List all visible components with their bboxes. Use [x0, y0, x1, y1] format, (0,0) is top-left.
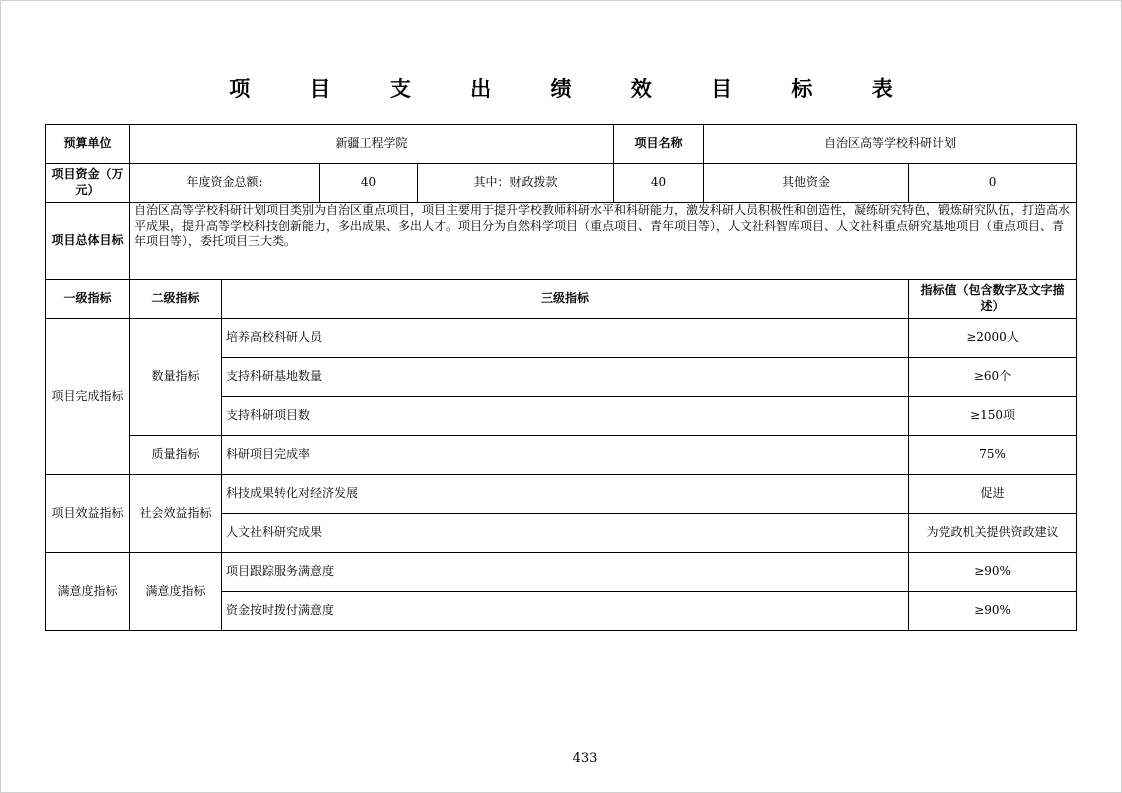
level2-header: 二级指标 [130, 280, 222, 319]
indicator-row [46, 475, 1077, 514]
level2-indicator: 社会效益指标 [130, 475, 222, 553]
budget-unit-row [46, 125, 1077, 164]
budget-unit-value: 新疆工程学院 [130, 125, 614, 164]
performance-target-table [45, 124, 1077, 631]
level2-indicator: 质量指标 [130, 436, 222, 475]
indicator-value: ≥150项 [909, 397, 1077, 436]
level2-indicator: 数量指标 [130, 319, 222, 436]
funding-label: 项目资金（万元） [46, 164, 130, 203]
indicator-value-header: 指标值（包含数字及文字描述） [909, 280, 1077, 319]
level2-indicator: 满意度指标 [130, 553, 222, 631]
level1-indicator: 项目效益指标 [46, 475, 130, 553]
fiscal-funding-label: 其中：财政拨款 [418, 164, 614, 203]
level3-indicator: 支持科研项目数 [222, 397, 909, 436]
overall-goal-text: 自治区高等学校科研计划项目类别为自治区重点项目，项目主要用于提升学校教师科研水平和科研能力，激发科研人员积极性和创造性，凝练研究特色，锻炼研究队伍，打造高水平成果，提升高等学校科技创新能力，多出成果、多出人才。项目分为自然科学项目（重点项目、青年项目等），人文社科智库项目、人文社科重点研究基地项目（重点项目、青年项目等），委托项目三大类。 [130, 203, 1077, 280]
level3-indicator: 资金按时拨付满意度 [222, 592, 909, 631]
other-funding-label: 其他资金 [704, 164, 909, 203]
fiscal-funding-value: 40 [614, 164, 704, 203]
project-name-label: 项目名称 [614, 125, 704, 164]
level3-indicator: 科技成果转化对经济发展 [222, 475, 909, 514]
funding-row [46, 164, 1077, 203]
indicator-value: ≥90% [909, 553, 1077, 592]
indicator-value: 为党政机关提供资政建议 [909, 514, 1077, 553]
page-title: 项 目 支 出 绩 效 目 标 表 [229, 77, 919, 101]
indicator-value: ≥60个 [909, 358, 1077, 397]
level1-indicator: 项目完成指标 [46, 319, 130, 475]
level3-indicator: 人文社科研究成果 [222, 514, 909, 553]
level1-header: 一级指标 [46, 280, 130, 319]
page-number: 433 [572, 751, 598, 766]
total-funding-label: 年度资金总额: [130, 164, 320, 203]
level3-header: 三级指标 [222, 280, 909, 319]
other-funding-value: 0 [909, 164, 1077, 203]
indicator-value: 75% [909, 436, 1077, 475]
indicator-header-row [46, 280, 1077, 319]
total-funding-value: 40 [320, 164, 418, 203]
level3-indicator: 支持科研基地数量 [222, 358, 909, 397]
budget-unit-label: 预算单位 [46, 125, 130, 164]
indicator-row [46, 553, 1077, 592]
overall-goal-label: 项目总体目标 [46, 203, 130, 280]
level1-indicator: 满意度指标 [46, 553, 130, 631]
indicator-value: ≥90% [909, 592, 1077, 631]
indicator-value: ≥2000人 [909, 319, 1077, 358]
level3-indicator: 培养高校科研人员 [222, 319, 909, 358]
indicator-value: 促进 [909, 475, 1077, 514]
level3-indicator: 项目跟踪服务满意度 [222, 553, 909, 592]
level3-indicator: 科研项目完成率 [222, 436, 909, 475]
overall-goal-row [46, 203, 1077, 280]
project-name-value: 自治区高等学校科研计划 [704, 125, 1077, 164]
indicator-row [46, 436, 1077, 475]
indicator-row [46, 319, 1077, 358]
